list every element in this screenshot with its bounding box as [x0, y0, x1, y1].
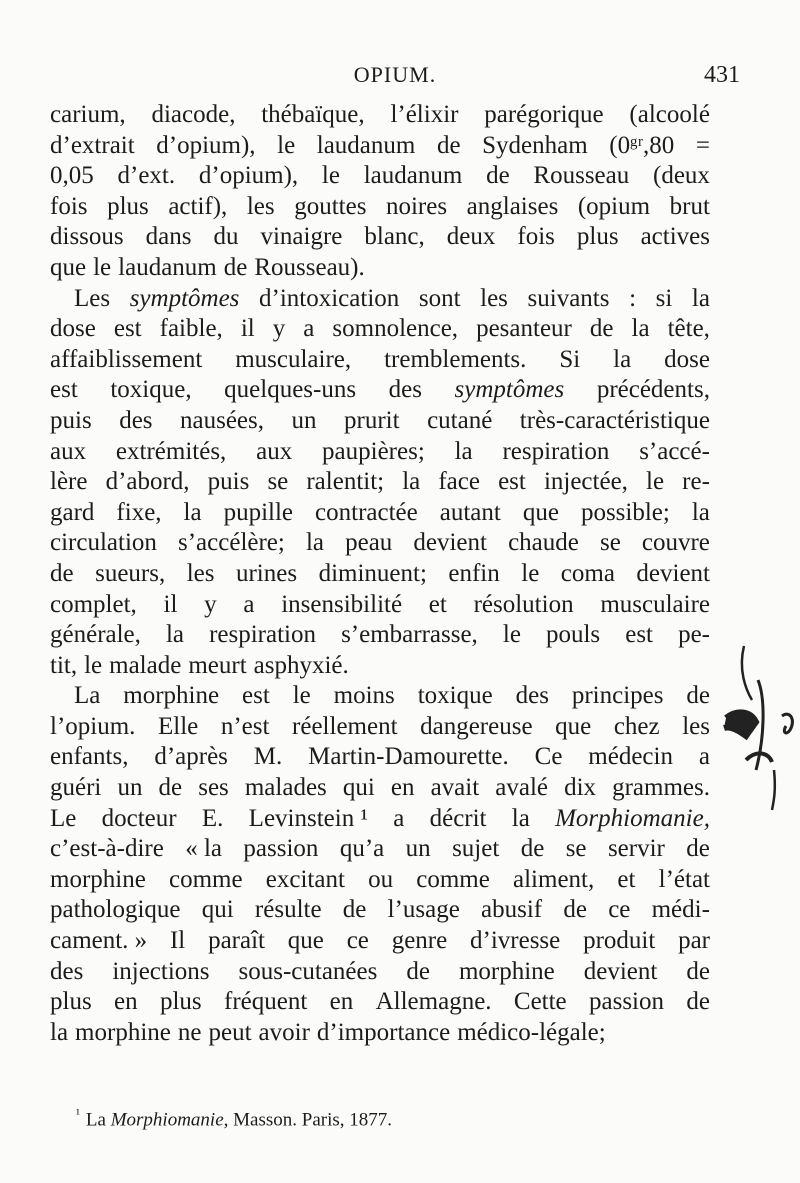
word: le: [321, 162, 340, 190]
word: d’abord,: [105, 468, 190, 496]
word: injections: [112, 957, 210, 985]
word: est: [113, 315, 142, 343]
word: d’opium),: [198, 162, 299, 190]
word: plus: [50, 988, 92, 1016]
word: somnolence,: [332, 315, 459, 343]
word: morphine: [458, 957, 555, 985]
text-line: [50, 406, 710, 437]
word: enfin: [448, 559, 500, 587]
text-line: [50, 222, 710, 253]
text-line: [50, 100, 710, 131]
text-line: [50, 375, 710, 406]
word: le: [502, 621, 521, 649]
word: la: [183, 498, 202, 526]
word: dose: [50, 315, 96, 343]
text-line: [50, 834, 710, 865]
word: Le: [50, 804, 77, 832]
word: =: [695, 131, 710, 159]
word: le: [292, 682, 311, 710]
word: guéri: [50, 774, 102, 802]
word: respiration: [502, 437, 610, 465]
word: actif),: [168, 192, 228, 220]
word: dangereuse: [420, 712, 533, 740]
word: pouls: [545, 621, 601, 649]
word: deux: [446, 223, 496, 251]
word: de: [486, 162, 510, 190]
word: se: [565, 835, 587, 863]
footnote-prefix: La: [85, 1109, 111, 1131]
footnote-mark: ¹: [76, 1106, 80, 1121]
text-line: [50, 590, 710, 621]
word: couvre: [641, 529, 710, 557]
word: respiration: [209, 621, 316, 649]
word: suivants: [527, 284, 610, 312]
word: de: [686, 988, 710, 1016]
word: la: [631, 315, 650, 343]
text-line: [50, 467, 710, 498]
word: dix: [564, 774, 597, 802]
word: tête,: [667, 315, 710, 343]
word: Il: [169, 927, 186, 955]
word: abusif: [481, 896, 543, 924]
word: les: [246, 192, 275, 220]
word: se: [599, 529, 621, 557]
word: parégorique: [484, 101, 604, 128]
word: morphine: [123, 682, 220, 710]
word: asphyxié.: [253, 651, 349, 679]
word: cament. »: [50, 927, 148, 955]
word: la: [305, 529, 324, 557]
word: :: [629, 284, 637, 312]
word: résulte: [254, 896, 322, 924]
word: de: [50, 559, 74, 587]
word: d’intoxication: [259, 284, 400, 312]
word: enfants,: [50, 743, 129, 771]
word: fixe,: [116, 498, 162, 526]
word: des: [119, 406, 153, 434]
text-line: [50, 131, 710, 162]
word: et: [617, 865, 636, 893]
word: aux: [50, 437, 87, 465]
word: l’opium.: [50, 712, 136, 740]
word: musculaire,: [235, 345, 352, 373]
word: d’opium),: [156, 131, 256, 159]
word: (alcoolé: [629, 101, 710, 128]
word: qui: [342, 774, 375, 802]
word: qu’a: [339, 835, 385, 863]
word: est: [498, 468, 526, 496]
word: servir: [607, 835, 665, 863]
word: s’embarrasse,: [341, 621, 478, 649]
word: un: [291, 406, 317, 434]
text-line: [50, 987, 710, 1018]
word: réellement: [292, 712, 398, 740]
word: a: [243, 590, 255, 618]
word: si: [655, 284, 673, 312]
word: musculaire: [600, 590, 710, 618]
word: sous-cutanées: [238, 957, 378, 985]
word: diacode,: [151, 101, 236, 128]
word: Ce: [534, 743, 563, 771]
word: coma: [560, 559, 615, 587]
word: puis: [50, 406, 92, 434]
word: ne: [177, 1018, 202, 1046]
word: Les: [74, 284, 111, 312]
text-line: [50, 253, 710, 284]
word: les: [186, 559, 215, 587]
word: nausées,: [180, 406, 265, 434]
word: Cette: [513, 988, 567, 1016]
word: de: [686, 957, 710, 985]
text-line: [50, 651, 710, 682]
word: le: [93, 253, 112, 281]
word: y: [272, 315, 286, 343]
word: meurt: [188, 651, 247, 679]
word: de: [686, 835, 710, 863]
word: ou: [368, 865, 394, 893]
word: insensibilité: [281, 590, 403, 618]
word: la: [613, 345, 632, 373]
word: tremblements.: [384, 345, 527, 373]
word: d’importance: [316, 1018, 451, 1046]
word: plus: [107, 192, 149, 220]
word: diminuent;: [318, 559, 427, 587]
word: et: [428, 590, 447, 618]
footnote-publisher: Masson. Paris, 1877.: [228, 1109, 393, 1131]
text-line: [50, 742, 710, 773]
text-line: [50, 681, 710, 712]
word: toxique: [417, 682, 493, 710]
word: comme: [416, 865, 490, 893]
word: Martin-Damourette.: [308, 743, 509, 771]
word: de: [342, 896, 367, 924]
footnote: [76, 1106, 392, 1131]
word: un: [117, 774, 143, 802]
word: circulation: [50, 529, 157, 557]
word: prurit: [344, 406, 400, 434]
word: docteur: [101, 804, 177, 832]
word: cutané: [427, 406, 493, 434]
word: autant: [439, 498, 501, 526]
text-line: [50, 895, 710, 926]
word: de: [158, 774, 183, 802]
word: les: [480, 284, 508, 312]
word: est: [625, 621, 654, 649]
word: la: [165, 621, 185, 649]
word: contractée: [315, 498, 418, 526]
word: ce: [346, 927, 369, 955]
word: pupille: [223, 498, 294, 526]
text-line: [50, 926, 710, 957]
word: fois: [50, 192, 88, 220]
word: Si: [559, 345, 581, 373]
word: décrit: [429, 804, 487, 832]
word: se: [267, 468, 289, 496]
word: sujet: [452, 835, 500, 863]
word: le: [646, 468, 665, 496]
word: thébaïque,: [261, 101, 365, 128]
word: en: [329, 988, 354, 1016]
text-line: [50, 865, 710, 896]
word: de: [563, 896, 587, 924]
word: que: [287, 927, 324, 955]
word: gouttes: [294, 192, 367, 220]
word: de: [520, 835, 545, 863]
word: face: [438, 468, 480, 496]
word: malade: [109, 651, 182, 679]
word: la: [691, 498, 710, 526]
word: chaude: [508, 529, 579, 557]
word: vinaigre: [260, 223, 343, 251]
text-line: [50, 804, 710, 835]
word: que: [50, 253, 87, 281]
word: complet,: [50, 590, 137, 618]
word: (deux: [653, 162, 710, 190]
word: par: [678, 927, 710, 955]
word: avait: [430, 774, 480, 802]
word: fois: [517, 223, 555, 251]
word: extrémités,: [115, 437, 227, 465]
word: s’accélère;: [178, 529, 285, 557]
word: puis: [207, 468, 250, 496]
word: anglaises: [466, 192, 559, 220]
text-line: [50, 712, 710, 743]
word: sueurs,: [95, 559, 166, 587]
word: lère: [50, 468, 88, 496]
word: devient: [583, 957, 658, 985]
word: (opium: [577, 192, 651, 220]
word: fréquent: [224, 988, 308, 1016]
word: ce: [608, 896, 631, 924]
word: La: [74, 682, 101, 710]
word: l’usage: [387, 896, 460, 924]
word: Allemagne.: [375, 988, 492, 1016]
word: Sydenham: [482, 131, 588, 159]
word: 0,05: [50, 162, 94, 190]
word: laudanum: [316, 131, 416, 159]
word: pesanteur: [476, 315, 572, 343]
word: actives: [640, 223, 710, 251]
word: sont: [418, 284, 461, 312]
word: noires: [385, 192, 448, 220]
text-line: [50, 1018, 710, 1049]
word: n’est: [220, 712, 270, 740]
page-number: 431: [704, 62, 740, 88]
word: est: [50, 376, 78, 404]
word: quelques-uns: [224, 376, 357, 404]
word: carium,: [50, 101, 126, 128]
word: d’ext.: [117, 162, 176, 190]
word: pe-: [678, 621, 710, 649]
word: aux: [256, 437, 293, 465]
word: la: [511, 804, 530, 832]
word: M.: [253, 743, 283, 771]
word: aliment,: [513, 865, 595, 893]
text-line: [50, 161, 710, 192]
word: moins: [333, 682, 395, 710]
word: symptômes: [454, 376, 565, 404]
word: la: [454, 437, 473, 465]
word: urines: [235, 559, 298, 587]
word: passion: [243, 835, 319, 863]
text-line: [50, 620, 710, 651]
word: la: [50, 1018, 69, 1046]
word: malades: [244, 774, 327, 802]
word: la: [691, 284, 710, 312]
word: les: [682, 712, 710, 740]
running-title: OPIUM.: [353, 62, 437, 87]
word: possible;: [580, 498, 670, 526]
body-text: [50, 100, 710, 1048]
word: le: [521, 559, 540, 587]
word: s’accé-: [639, 437, 710, 465]
word: de: [686, 682, 710, 710]
word: d’ivresse: [470, 927, 561, 955]
word: Elle: [158, 712, 199, 740]
word: devient: [413, 529, 487, 557]
word: très-caractéristique: [519, 406, 710, 434]
word: Levinstein ¹: [248, 804, 368, 832]
word: en: [114, 988, 138, 1016]
word: gard: [50, 498, 95, 526]
word: tit,: [50, 651, 78, 679]
word: le: [277, 131, 296, 159]
word: devient: [636, 559, 710, 587]
word: genre: [391, 927, 448, 955]
word: a: [698, 743, 710, 771]
word: que: [555, 712, 592, 740]
word: est: [242, 682, 270, 710]
word: dissous: [50, 223, 124, 251]
word: que: [522, 498, 559, 526]
word: médecin: [588, 743, 673, 771]
word: paupières;: [322, 437, 425, 465]
word: y: [204, 590, 217, 618]
text-line: [50, 498, 710, 529]
word: un: [405, 835, 431, 863]
word: de: [406, 957, 430, 985]
word: (0ᵍʳ,80: [609, 131, 675, 159]
text-line: [50, 773, 710, 804]
word: des: [515, 682, 549, 710]
word: l’élixir: [390, 101, 459, 128]
word: grammes.: [612, 774, 710, 802]
word: il: [240, 315, 255, 343]
text-line: [50, 528, 710, 559]
word: générale,: [50, 621, 141, 649]
word: avoir: [258, 1018, 310, 1046]
word: de: [589, 315, 614, 343]
word: Morphiomanie,: [555, 804, 710, 832]
word: ralentit;: [306, 468, 385, 496]
page-header: [50, 62, 740, 92]
word: affaiblissement: [50, 345, 203, 373]
word: l’état: [658, 865, 710, 893]
text-line: [50, 345, 710, 376]
word: chez: [613, 712, 660, 740]
word: laudanum: [118, 253, 217, 281]
text-line: [50, 437, 710, 468]
word: précédents,: [596, 376, 710, 404]
word: de: [436, 131, 461, 159]
word: qui: [201, 896, 234, 924]
word: peau: [345, 529, 393, 557]
word: dose: [664, 345, 710, 373]
word: médi-: [651, 896, 710, 924]
word: faible,: [159, 315, 223, 343]
text-line: [50, 192, 710, 223]
word: peut: [208, 1018, 252, 1046]
word: blanc,: [364, 223, 425, 251]
word: toxique,: [110, 376, 192, 404]
word: passion: [589, 988, 664, 1016]
word: laudanum: [363, 162, 463, 190]
word: résolution: [473, 590, 574, 618]
word: il: [163, 590, 178, 618]
word: la: [402, 468, 421, 496]
word: dans: [145, 223, 192, 251]
word: injectée,: [543, 468, 628, 496]
text-line: [50, 314, 710, 345]
word: d’après: [154, 743, 228, 771]
word: morphine: [50, 865, 146, 893]
word: ses: [198, 774, 229, 802]
word: des: [50, 957, 84, 985]
word: a: [393, 804, 405, 832]
word: plus: [576, 223, 619, 251]
word: en: [390, 774, 415, 802]
word: le: [84, 651, 103, 679]
word: brut: [669, 192, 710, 220]
word: E.: [201, 804, 224, 832]
word: avalé: [495, 774, 548, 802]
word: médico-légale;: [457, 1018, 606, 1046]
word: pathologique: [50, 896, 181, 924]
word: re-: [682, 468, 710, 496]
word: symptômes: [129, 284, 240, 312]
word: a: [303, 315, 315, 343]
word: du: [213, 223, 239, 251]
word: produit: [583, 927, 656, 955]
handwritten-margin-mark-icon: [716, 640, 800, 820]
text-line: [50, 559, 710, 590]
word: plus: [159, 988, 202, 1016]
word: Rousseau: [533, 162, 630, 190]
word: paraît: [208, 927, 265, 955]
footnote-title: Morphiomanie,: [110, 1109, 229, 1131]
word: « la: [185, 835, 223, 863]
word: Rousseau).: [254, 253, 365, 281]
word: excitant: [265, 865, 345, 893]
word: de: [223, 253, 248, 281]
text-line: [50, 957, 710, 988]
word: d’extrait: [50, 131, 135, 159]
word: c’est-à-dire: [50, 835, 164, 863]
word: comme: [169, 865, 243, 893]
word: morphine: [75, 1018, 171, 1046]
word: des: [388, 376, 422, 404]
text-line: [50, 284, 710, 315]
word: principes: [571, 682, 664, 710]
